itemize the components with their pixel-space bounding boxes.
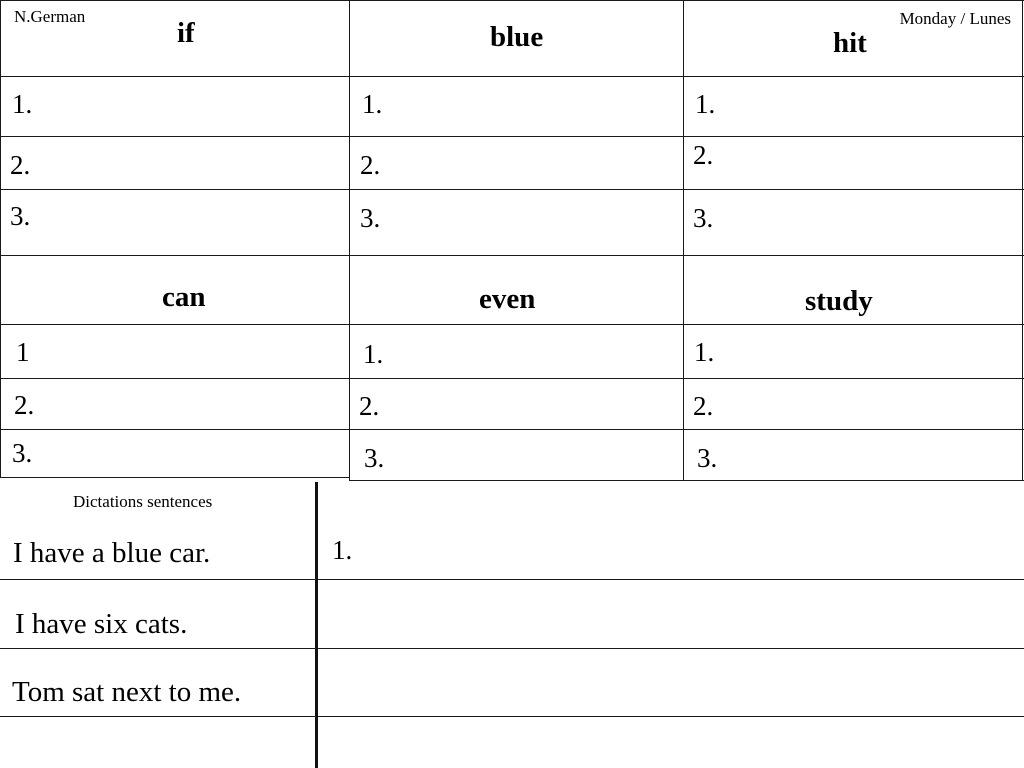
word-hit: hit: [833, 27, 867, 59]
dictation-sentence: I have a blue car.: [13, 537, 211, 569]
day-label: Monday / Lunes: [899, 9, 1011, 28]
dictation-sentence: Tom sat next to me.: [12, 676, 242, 708]
dictation-sentence: I have six cats.: [15, 608, 188, 640]
rule: [0, 189, 1024, 190]
line-number: 1.: [362, 89, 383, 119]
line-number: 2.: [693, 391, 714, 421]
author-name: N.German: [14, 7, 86, 26]
line-number: 2.: [360, 150, 381, 180]
line-number: 3.: [693, 203, 714, 233]
line-number: 1.: [12, 89, 33, 119]
rule: [0, 477, 350, 478]
rule: [1022, 0, 1023, 481]
rule: [350, 480, 1024, 481]
rule: [0, 429, 1024, 430]
line-number: 3.: [360, 203, 381, 233]
line-number: 2.: [14, 390, 35, 420]
divider: [315, 482, 318, 768]
line-number: 3.: [364, 443, 385, 473]
rule: [0, 579, 1024, 580]
line-number: 1.: [694, 337, 715, 367]
word-blue: blue: [490, 21, 544, 53]
rule: [0, 255, 1024, 256]
answer-number: 1.: [332, 535, 353, 565]
line-number: 3.: [10, 201, 31, 231]
line-number: 3.: [697, 443, 718, 473]
word-even: even: [479, 283, 536, 315]
line-number: 2.: [693, 140, 714, 170]
line-number: 1.: [363, 339, 384, 369]
rule: [0, 136, 1024, 137]
line-number: 2.: [359, 391, 380, 421]
word-study: study: [805, 285, 873, 317]
line-number: 3.: [12, 438, 33, 468]
word-can: can: [162, 281, 206, 313]
rule: [0, 76, 1024, 77]
line-number: 1: [16, 337, 30, 367]
rule: [349, 0, 350, 481]
line-number: 1.: [695, 89, 716, 119]
rule: [0, 378, 1024, 379]
line-number: 2.: [10, 150, 31, 180]
rule: [0, 0, 1024, 1]
rule: [0, 648, 1024, 649]
rule: [0, 0, 1, 478]
rule: [0, 716, 1024, 717]
rule: [0, 324, 1024, 325]
dictation-heading: Dictations sentences: [73, 492, 213, 511]
word-if: if: [177, 17, 195, 49]
rule: [683, 0, 684, 481]
